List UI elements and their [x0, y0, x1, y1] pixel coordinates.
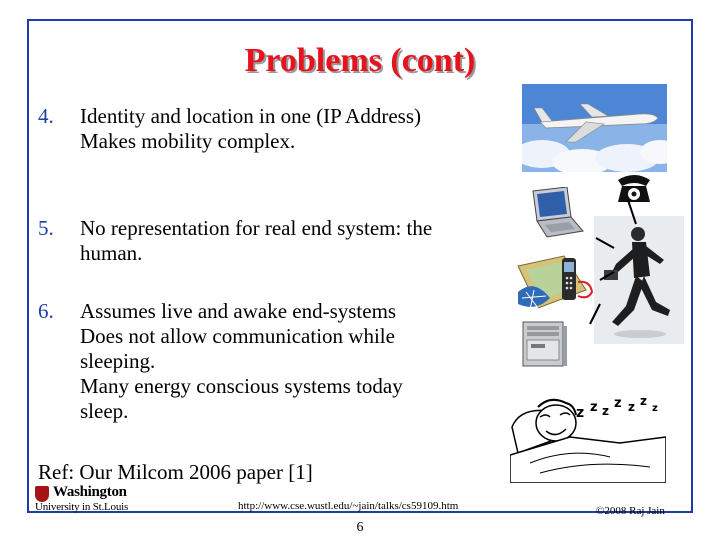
page-number: 6	[356, 520, 364, 535]
item-line: No representation for real end system: the	[80, 216, 433, 240]
item-text	[80, 216, 490, 266]
footer-url[interactable]: http://www.cse.wustl.edu/~jain/talks/cs59109.htm	[238, 500, 459, 512]
item-line: Makes mobility complex.	[80, 129, 296, 153]
item-line: sleep.	[80, 399, 129, 423]
svg-text:z: z	[652, 403, 658, 414]
svg-text:z: z	[640, 394, 647, 408]
reference-text: Ref: Our Milcom 2006 paper [1]	[38, 460, 313, 484]
airplane-illustration	[522, 84, 667, 172]
item-line: Assumes live and awake end-systems	[80, 299, 397, 323]
item-line: sleeping.	[80, 349, 156, 373]
sleeping-man-illustration	[510, 377, 666, 483]
copyright: ©2008 Raj Jain	[596, 505, 665, 517]
crest-icon	[35, 486, 49, 502]
computer-icon	[521, 320, 569, 370]
svg-text:z: z	[590, 400, 598, 415]
item-number: 5.	[38, 216, 54, 240]
item-line: Does not allow communication while	[80, 324, 395, 348]
item-number: 6.	[38, 299, 54, 323]
mobile-phone-icon	[516, 252, 598, 314]
svg-text:z: z	[628, 400, 635, 414]
logo-name: Washington	[53, 484, 127, 500]
item-number: 4.	[38, 104, 54, 128]
svg-text:z: z	[614, 396, 622, 411]
svg-text:z: z	[602, 404, 609, 418]
item-text	[80, 104, 490, 154]
item-line: Many energy conscious systems today	[80, 374, 403, 398]
logo-subtitle: University in St.Louis	[35, 501, 129, 513]
item-text	[80, 299, 490, 424]
item-line: human.	[80, 241, 143, 265]
laptop-icon	[527, 187, 585, 239]
svg-text:z: z	[576, 405, 585, 421]
slide-title: Problems (cont)	[244, 42, 476, 79]
item-line: Identity and location in one (IP Address)	[80, 104, 421, 128]
university-logo	[35, 484, 165, 514]
